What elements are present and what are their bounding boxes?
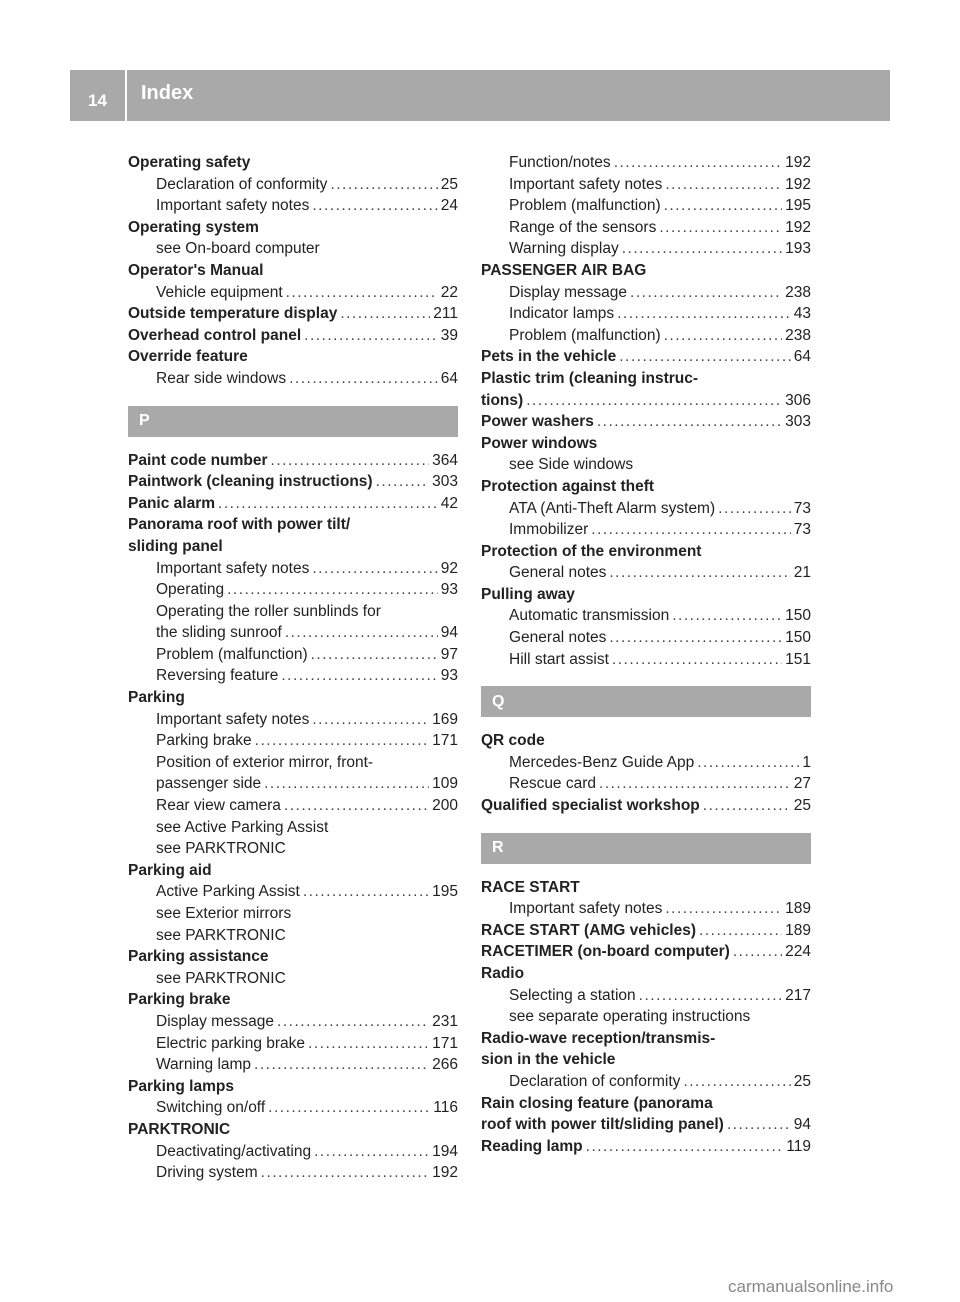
entry-label: Important safety notes (156, 197, 310, 215)
entry-label: QR code (481, 732, 545, 750)
dot-leader (664, 195, 783, 217)
dot-leader (311, 644, 438, 666)
index-subentry (128, 730, 458, 752)
page-reference[interactable]: 119 (786, 1137, 811, 1155)
index-entry (481, 584, 811, 606)
index-subentry (128, 601, 458, 623)
page-reference[interactable]: 94 (793, 1116, 811, 1134)
dot-leader (703, 795, 791, 817)
page-reference[interactable]: 94 (440, 624, 458, 642)
page-reference[interactable]: 43 (793, 305, 811, 323)
index-subentry (128, 1033, 458, 1055)
entry-label: passenger side (156, 775, 262, 793)
index-entry (481, 730, 811, 752)
dot-leader (285, 622, 438, 644)
index-subentry (128, 773, 458, 795)
index-subentry (128, 903, 458, 925)
page-reference[interactable]: 22 (440, 283, 458, 301)
index-entry (128, 260, 458, 282)
entry-label: Reversing feature (156, 667, 279, 685)
dot-leader (304, 325, 438, 347)
page-reference[interactable]: 25 (793, 1072, 811, 1090)
dot-leader (340, 303, 430, 325)
index-subentry (128, 1097, 458, 1119)
index-subentry (481, 898, 811, 920)
entry-label: General notes (509, 564, 607, 582)
page-reference[interactable]: 116 (433, 1099, 458, 1117)
index-subentry (481, 303, 811, 325)
index-subentry (481, 1071, 811, 1093)
page-reference[interactable]: 192 (785, 218, 811, 236)
index-subentry (128, 817, 458, 839)
entry-label: Operator's Manual (128, 261, 264, 279)
dot-leader (639, 985, 782, 1007)
dot-leader (312, 558, 437, 580)
entry-label: Parking brake (156, 732, 252, 750)
entry-label: see PARKTRONIC (156, 926, 286, 944)
index-entry (481, 1136, 811, 1158)
page-reference[interactable]: 25 (440, 175, 458, 193)
page-reference[interactable]: 42 (440, 494, 458, 512)
entry-label: Rear side windows (156, 369, 287, 387)
index-entry (128, 536, 458, 558)
entry-label: Declaration of conformity (509, 1072, 681, 1090)
page-number: 14 (70, 70, 127, 121)
index-subentry (128, 282, 458, 304)
index-entry (481, 411, 811, 433)
page-reference[interactable]: 193 (785, 240, 811, 258)
index-entry (128, 471, 458, 493)
entry-label: Hill start assist (509, 650, 609, 668)
index-subentry (128, 238, 458, 260)
page-reference[interactable]: 195 (432, 883, 458, 901)
index-entry (481, 1093, 811, 1115)
entry-label: see separate operating instructions (509, 1008, 751, 1026)
entry-label: Function/notes (509, 154, 611, 171)
dot-leader (308, 1033, 429, 1055)
page-reference[interactable]: 150 (785, 607, 811, 625)
index-entry (481, 1028, 811, 1050)
index-subentry (481, 562, 811, 584)
index-letter-heading: R (481, 833, 811, 864)
index-subentry (128, 558, 458, 580)
entry-label: Parking brake (128, 991, 231, 1009)
index-subentry (481, 217, 811, 239)
dot-leader (727, 1114, 791, 1136)
entry-label: Parking lamps (128, 1077, 234, 1095)
entry-label: Important safety notes (156, 559, 310, 577)
index-entry (128, 303, 458, 325)
entry-label: RACE START (481, 878, 580, 896)
entry-label: Range of the sensors (509, 218, 657, 236)
dot-leader (619, 346, 791, 368)
index-subentry (128, 665, 458, 687)
page-reference[interactable]: 192 (785, 154, 811, 171)
dot-leader (665, 174, 782, 196)
page-reference[interactable]: 25 (793, 797, 811, 815)
entry-label: Panorama roof with power tilt/ (128, 516, 351, 534)
entry-label: Overhead control panel (128, 326, 302, 344)
dot-leader (672, 605, 782, 627)
index-subentry (481, 605, 811, 627)
index-subentry (128, 195, 458, 217)
page-reference[interactable]: 217 (785, 986, 811, 1004)
page-reference[interactable]: 73 (793, 499, 811, 517)
index-entry (481, 433, 811, 455)
page-reference[interactable]: 1 (802, 753, 811, 771)
page-reference[interactable]: 303 (432, 473, 458, 491)
page-reference[interactable]: 64 (440, 369, 458, 387)
entry-label: Power washers (481, 413, 594, 431)
entry-label: PARKTRONIC (128, 1120, 231, 1138)
index-column-left (128, 152, 458, 1184)
page-reference[interactable]: 92 (440, 559, 458, 577)
entry-label: PASSENGER AIR BAG (481, 261, 647, 279)
dot-leader (718, 498, 791, 520)
index-subentry (481, 627, 811, 649)
entry-label: Protection against theft (481, 477, 655, 495)
page-reference[interactable]: 266 (432, 1056, 458, 1074)
dot-leader (312, 709, 429, 731)
entry-label: Operating safety (128, 154, 251, 171)
index-entry (128, 152, 458, 174)
entry-label: RACETIMER (on-board computer) (481, 943, 730, 961)
entry-label: Warning lamp (156, 1056, 252, 1074)
page-reference[interactable]: 64 (793, 348, 811, 366)
entry-label: Operating system (128, 218, 259, 236)
page-reference[interactable]: 93 (440, 667, 458, 685)
entry-label: sion in the vehicle (481, 1051, 616, 1069)
index-subentry (481, 325, 811, 347)
entry-label: Problem (malfunction) (156, 645, 308, 663)
page-reference[interactable]: 303 (785, 413, 811, 431)
entry-label: Rear view camera (156, 797, 281, 815)
page-reference[interactable]: 238 (785, 326, 811, 344)
page-reference[interactable]: 27 (793, 775, 811, 793)
page-reference[interactable]: 73 (793, 521, 811, 539)
page-reference[interactable]: 93 (440, 581, 458, 599)
index-entry (481, 1114, 811, 1136)
page-reference[interactable]: 169 (432, 710, 458, 728)
entry-label: Display message (509, 283, 628, 301)
dot-leader (286, 282, 438, 304)
page-reference[interactable]: 39 (440, 326, 458, 344)
dot-leader (376, 471, 430, 493)
index-subentry (128, 1011, 458, 1033)
entry-label: Important safety notes (509, 900, 663, 918)
entry-label: Pets in the vehicle (481, 348, 617, 366)
entry-label: Qualified specialist workshop (481, 797, 700, 815)
entry-label: the sliding sunroof (156, 624, 282, 642)
entry-label: Pulling away (481, 585, 575, 603)
dot-leader (614, 152, 782, 174)
index-entry (481, 877, 811, 899)
page-reference[interactable]: 306 (785, 391, 811, 409)
index-subentry (128, 174, 458, 196)
entry-label: Plastic trim (cleaning instruc- (481, 369, 699, 387)
entry-label: Switching on/off (156, 1099, 266, 1117)
index-letter-heading: Q (481, 686, 811, 717)
index-subentry (128, 752, 458, 774)
page-reference[interactable]: 171 (432, 732, 458, 750)
entry-label: Parking (128, 689, 185, 707)
index-subentry (128, 1141, 458, 1163)
entry-label: Deactivating/activating (156, 1142, 312, 1160)
index-entry (128, 325, 458, 347)
index-subentry (481, 454, 811, 476)
page-reference[interactable]: 171 (432, 1034, 458, 1052)
dot-leader (284, 795, 429, 817)
page-reference[interactable]: 189 (785, 921, 811, 939)
index-entry (128, 860, 458, 882)
dot-leader (254, 1054, 429, 1076)
dot-leader (281, 665, 437, 687)
page-reference[interactable]: 97 (440, 645, 458, 663)
dot-leader (597, 411, 782, 433)
entry-label: Electric parking brake (156, 1034, 306, 1052)
index-subentry (128, 622, 458, 644)
index-entry (481, 941, 811, 963)
index-entry (481, 963, 811, 985)
page-reference[interactable]: 24 (440, 197, 458, 215)
entry-label: Selecting a station (509, 986, 636, 1004)
index-entry (128, 687, 458, 709)
index-entry (481, 368, 811, 390)
entry-label: Paint code number (128, 451, 268, 469)
entry-label: Reading lamp (481, 1137, 583, 1155)
page-reference[interactable]: 150 (785, 629, 811, 647)
page-reference[interactable]: 151 (785, 650, 811, 668)
entry-label: see PARKTRONIC (156, 969, 286, 987)
page-reference[interactable]: 195 (785, 197, 811, 215)
entry-label: see Side windows (509, 456, 634, 474)
entry-label: Indicator lamps (509, 305, 615, 323)
entry-label: Active Parking Assist (156, 883, 300, 901)
dot-leader (699, 920, 782, 942)
dot-leader (218, 493, 438, 515)
index-entry (128, 217, 458, 239)
index-entry (128, 346, 458, 368)
page-header (70, 70, 890, 121)
entry-label: General notes (509, 629, 607, 647)
entry-label: Immobilizer (509, 521, 589, 539)
entry-label: Display message (156, 1012, 275, 1030)
page-title: Index (141, 82, 194, 104)
entry-label: Automatic transmission (509, 607, 670, 625)
page-reference[interactable]: 194 (432, 1142, 458, 1160)
entry-label: Important safety notes (509, 175, 663, 193)
index-column-right (481, 152, 811, 1157)
dot-leader (314, 1141, 429, 1163)
dot-leader (665, 898, 782, 920)
dot-leader (268, 1097, 430, 1119)
page-reference[interactable]: 21 (793, 564, 811, 582)
page-reference[interactable]: 189 (785, 900, 811, 918)
dot-leader (277, 1011, 429, 1033)
index-entry (128, 1119, 458, 1141)
dot-leader (227, 579, 438, 601)
entry-label: see PARKTRONIC (156, 840, 286, 858)
dot-leader (617, 303, 791, 325)
page-reference[interactable]: 238 (785, 283, 811, 301)
entry-label: Panic alarm (128, 494, 216, 512)
index-entry (128, 989, 458, 1011)
index-subentry (481, 498, 811, 520)
index-subentry (481, 519, 811, 541)
dot-leader (271, 450, 430, 472)
index-subentry (128, 968, 458, 990)
index-subentry (128, 579, 458, 601)
index-subentry (481, 282, 811, 304)
index-subentry (481, 152, 811, 174)
dot-leader (312, 195, 437, 217)
entry-label: Outside temperature display (128, 305, 338, 323)
index-entry (481, 390, 811, 412)
entry-label: Warning display (509, 240, 619, 258)
dot-leader (622, 238, 782, 260)
index-subentry (481, 752, 811, 774)
entry-label: sliding panel (128, 537, 223, 555)
entry-label: Problem (malfunction) (509, 326, 661, 344)
entry-label: ATA (Anti-Theft Alarm system) (509, 499, 716, 517)
index-subentry (128, 368, 458, 390)
index-subentry (481, 174, 811, 196)
index-entry (128, 450, 458, 472)
page-reference[interactable]: 200 (432, 797, 458, 815)
dot-leader (683, 1071, 790, 1093)
dot-leader (586, 1136, 784, 1158)
dot-leader (255, 730, 429, 752)
page-reference[interactable]: 224 (785, 943, 811, 961)
entry-label: Problem (malfunction) (509, 197, 661, 215)
dot-leader (697, 752, 799, 774)
page-reference[interactable]: 211 (433, 305, 458, 323)
index-subentry (128, 644, 458, 666)
index-subentry (481, 238, 811, 260)
entry-label: Radio-wave reception/transmis- (481, 1029, 716, 1047)
page-reference[interactable]: 109 (432, 775, 458, 793)
index-subentry (481, 649, 811, 671)
index-entry (481, 920, 811, 942)
page-reference[interactable]: 231 (432, 1012, 458, 1030)
entry-label: RACE START (AMG vehicles) (481, 921, 697, 939)
dot-leader (659, 217, 782, 239)
index-subentry (128, 881, 458, 903)
entry-label: Position of exterior mirror, front- (156, 753, 374, 771)
dot-leader (664, 325, 783, 347)
index-subentry (128, 925, 458, 947)
dot-leader (733, 941, 782, 963)
page-reference[interactable]: 192 (785, 175, 811, 193)
dot-leader (609, 627, 782, 649)
entry-label: Radio (481, 965, 525, 982)
index-subentry (128, 838, 458, 860)
entry-label: Protection of the environment (481, 542, 702, 560)
entry-label: Declaration of conformity (156, 175, 328, 193)
entry-label: Rescue card (509, 775, 597, 793)
dot-leader (289, 368, 438, 390)
index-subentry (128, 1162, 458, 1184)
entry-label: see Active Parking Assist (156, 818, 329, 836)
index-subentry (128, 709, 458, 731)
dot-leader (261, 1162, 429, 1184)
index-subentry (481, 1006, 811, 1028)
dot-leader (609, 562, 790, 584)
index-entry (128, 946, 458, 968)
entry-label: Vehicle equipment (156, 283, 283, 301)
index-subentry (481, 985, 811, 1007)
entry-label: Mercedes-Benz Guide App (509, 753, 695, 771)
index-subentry (481, 773, 811, 795)
index-subentry (128, 1054, 458, 1076)
entry-label: Important safety notes (156, 710, 310, 728)
entry-label: tions) (481, 391, 524, 409)
dot-leader (526, 390, 782, 412)
page-reference[interactable]: 192 (432, 1164, 458, 1182)
index-letter-heading: P (128, 406, 458, 437)
dot-leader (599, 773, 791, 795)
entry-label: see Exterior mirrors (156, 905, 292, 922)
index-entry (481, 795, 811, 817)
index-entry (128, 514, 458, 536)
dot-leader (630, 282, 782, 304)
entry-label: roof with power tilt/sliding panel) (481, 1116, 724, 1134)
index-entry (481, 260, 811, 282)
watermark: carmanualsonline.info (728, 1277, 894, 1296)
entry-label: Operating (156, 581, 225, 599)
entry-label: Rain closing feature (panorama (481, 1094, 713, 1112)
index-entry (481, 1049, 811, 1071)
page-reference[interactable]: 364 (432, 451, 458, 469)
dot-leader (264, 773, 429, 795)
entry-label: Paintwork (cleaning instructions) (128, 473, 373, 491)
entry-label: Override feature (128, 348, 248, 366)
dot-leader (591, 519, 791, 541)
index-entry (481, 476, 811, 498)
index-subentry (481, 195, 811, 217)
entry-label: Driving system (156, 1164, 258, 1182)
entry-label: Parking assistance (128, 948, 269, 966)
entry-label: Power windows (481, 434, 598, 452)
index-entry (128, 493, 458, 515)
dot-leader (303, 881, 429, 903)
dot-leader (330, 174, 437, 196)
index-entry (481, 541, 811, 563)
index-subentry (128, 795, 458, 817)
dot-leader (612, 649, 782, 671)
index-entry (481, 346, 811, 368)
entry-label: Operating the roller sunblinds for (156, 602, 381, 620)
entry-label: see On-board computer (156, 240, 320, 258)
index-entry (128, 1076, 458, 1098)
entry-label: Parking aid (128, 861, 212, 879)
